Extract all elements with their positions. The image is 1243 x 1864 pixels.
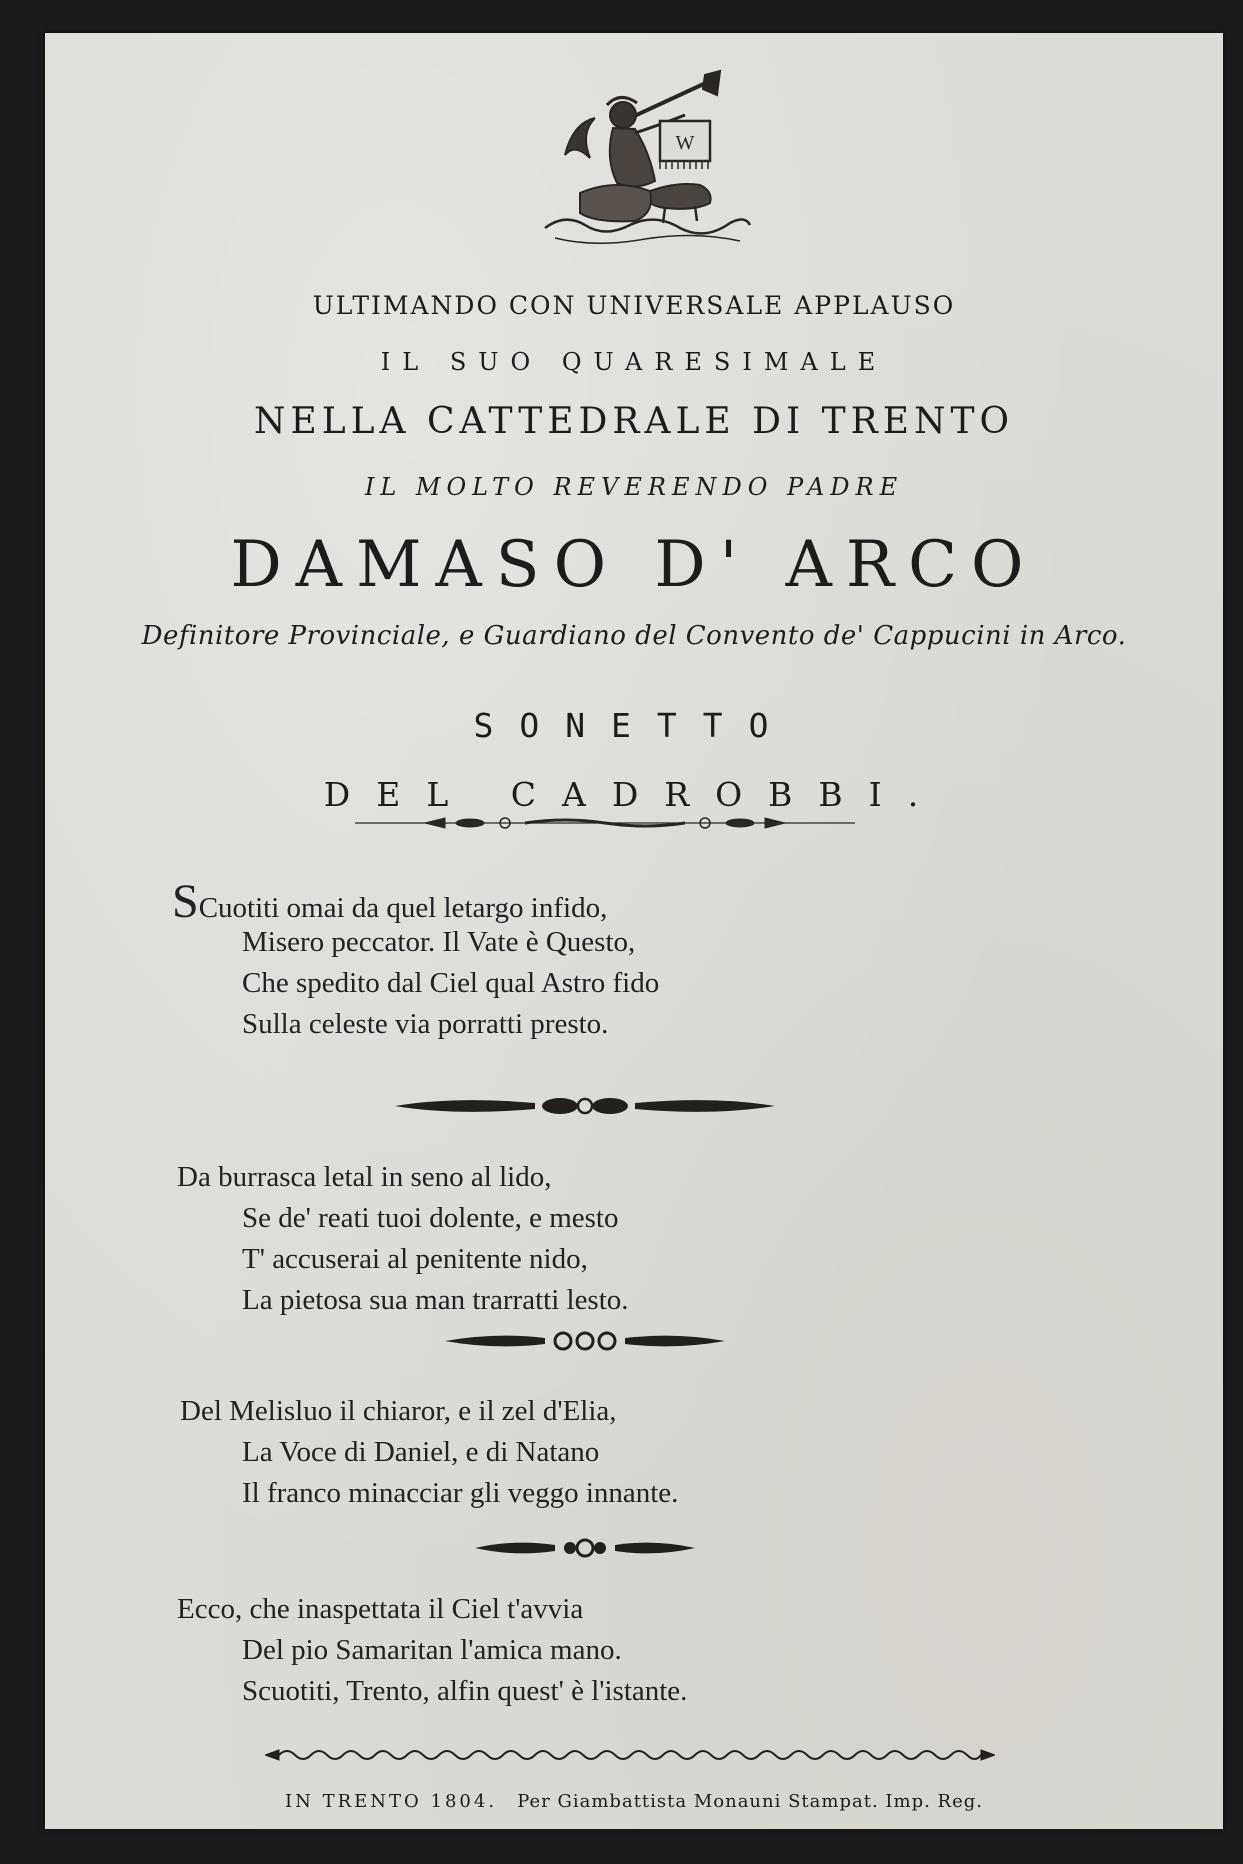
verse-text: Cuotiti omai da quel letargo infido, <box>198 892 608 924</box>
ornament-spindle-2 <box>445 1326 725 1356</box>
drop-cap: S <box>172 875 199 928</box>
ornament-rule-1 <box>355 813 855 833</box>
stanza-2-line-4: La pietosa sua man trarratti lesto. <box>242 1284 629 1316</box>
imprint-printer: Per Giambattista Monauni Stampat. Imp. Reg. <box>517 1791 983 1812</box>
banner-letter: W <box>675 132 695 154</box>
imprint-place-year: IN TRENTO 1804. <box>285 1791 498 1812</box>
stanza-4-line-2: Del pio Samaritan l'amica mano. <box>242 1634 622 1666</box>
stanza-4-line-3: Scuotiti, Trento, alfin quest' è l'istante. <box>242 1675 688 1707</box>
stanza-1-line-4: Sulla celeste via porratti presto. <box>242 1008 609 1040</box>
imprint-line <box>45 1791 1223 1812</box>
stanza-1-line-2: Misero peccator. Il Vate è Questo, <box>242 926 636 958</box>
honoree-name: DAMASO D' ARCO <box>230 528 1038 602</box>
stanza-3-line-2: La Voce di Daniel, e di Natano <box>242 1436 600 1468</box>
ornament-spindle-3 <box>475 1533 695 1563</box>
stanza-2-line-1: Da burrasca letal in seno al lido, <box>177 1161 552 1193</box>
ornament-spindle-1 <box>395 1091 775 1121</box>
trumpeter-vignette <box>535 63 755 248</box>
header-line-3: NELLA CATTEDRALE DI TRENTO <box>253 401 1015 442</box>
ornament-scalloped-rule <box>265 1745 995 1765</box>
stanza-1-line-1 <box>172 875 608 928</box>
sonetto-heading: SONETTO <box>473 706 795 745</box>
header-line-1: ULTIMANDO CON UNIVERSALE APPLAUSO <box>312 291 956 320</box>
stanza-2-line-2: Se de' reati tuoi dolente, e mesto <box>242 1202 619 1234</box>
honoree-subtitle: Definitore Provinciale, e Guardiano del Convento de' Cappucini in Arco. <box>141 621 1127 651</box>
stanza-4-line-1: Ecco, che inaspettata il Ciel t'avvia <box>177 1593 584 1625</box>
stanza-3-line-1: Del Melisluo il chiaror, e il zel d'Elia, <box>180 1395 617 1427</box>
author-line: DEL CADROBBI. <box>323 775 945 814</box>
header-line-2: IL SUO QUARESIMALE <box>380 348 888 376</box>
broadside-sheet <box>45 33 1223 1829</box>
stanza-3-line-3: Il franco minacciar gli veggo innante. <box>242 1477 679 1509</box>
header-line-4: IL MOLTO REVERENDO PADRE <box>364 473 904 501</box>
stanza-1-line-3: Che spedito dal Ciel qual Astro fido <box>242 967 660 999</box>
stanza-2-line-3: T' accuserai al penitente nido, <box>242 1243 588 1275</box>
